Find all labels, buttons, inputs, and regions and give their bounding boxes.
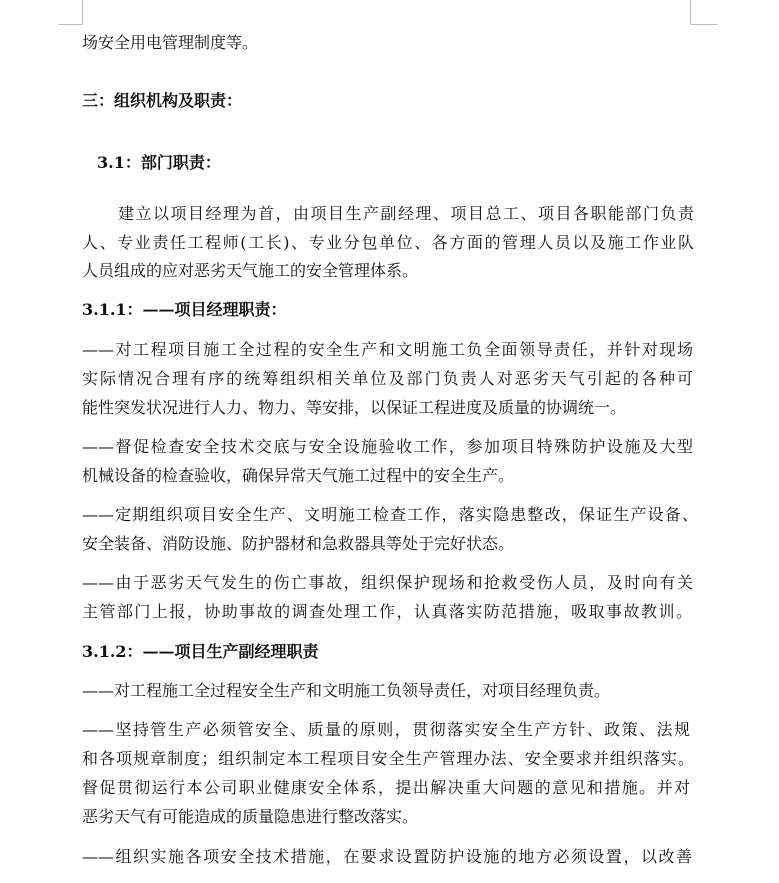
margin-corner-marker-left — [58, 0, 83, 25]
paragraph-line: 能性突发状况进行人力、物力、等安排，以保证工程进度及质量的协调统一。 — [82, 398, 627, 417]
paragraph-line: ——由于恶劣天气发生的伤亡事故，组织保护现场和抢救受伤人员，及时向有关 — [82, 573, 693, 592]
margin-corner-marker-right — [690, 0, 718, 25]
subsection-heading: 3.1.2：——项目生产副经理职责 — [82, 642, 319, 661]
subsection-heading: 3.1：部门职责： — [97, 153, 221, 172]
paragraph-line: 人、专业责任工程师(工长)、专业分包单位、各方面的管理人员以及施工作业队 — [82, 233, 694, 252]
paragraph-line: 安全装备、消防设施、防护器材和急救器具等处于完好状态。 — [82, 534, 515, 553]
paragraph-line: 机械设备的检查验收，确保异常天气施工过程中的安全生产。 — [82, 466, 515, 485]
paragraph-line: ——对工程施工全过程安全生产和文明施工负领导责任，对项目经理负责。 — [82, 681, 611, 700]
subsection-heading: 3.1.1：——项目经理职责： — [82, 300, 287, 319]
paragraph-line: ——对工程项目施工全过程的安全生产和文明施工负全面领导责任，并针对现场 — [82, 340, 693, 359]
paragraph-line: 实际情况合理有序的统筹组织相关单位及部门负责人对恶劣天气引起的各种可 — [82, 369, 693, 388]
paragraph-line: ——定期组织项目安全生产、文明施工检查工作，落实隐患整改，保证生产设备、 — [82, 505, 698, 524]
paragraph-line: ——坚持管生产必须管安全、质量的原则，贯彻落实安全生产方针、政策、法规 — [82, 720, 690, 739]
text-line: 场安全用电管理制度等。 — [82, 33, 259, 52]
paragraph-line: 督促贯彻运行本公司职业健康安全体系，提出解决重大问题的意见和措施。并对 — [82, 778, 690, 797]
paragraph-line: ——督促检查安全技术交底与安全设施验收工作，参加项目特殊防护设施及大型 — [82, 437, 693, 456]
paragraph-line: ——组织实施各项安全技术措施，在要求设置防护设施的地方必须设置，以改善 — [82, 847, 692, 866]
paragraph-line: 主管部门上报，协助事故的调查处理工作，认真落实防范措施，吸取事故教训。 — [82, 602, 692, 621]
paragraph-line: 建立以项目经理为首，由项目生产副经理、项目总工、项目各职能部门负责 — [118, 204, 694, 223]
paragraph-line: 和各项规章制度；组织制定本工程项目安全生产管理办法、安全要求并组织落实。 — [82, 749, 694, 768]
paragraph-line: 恶劣天气有可能造成的质量隐患进行整改落实。 — [82, 807, 419, 826]
section-heading: 三：组织机构及职责： — [82, 91, 243, 110]
paragraph-line: 人员组成的应对恶劣天气施工的安全管理体系。 — [82, 261, 419, 280]
